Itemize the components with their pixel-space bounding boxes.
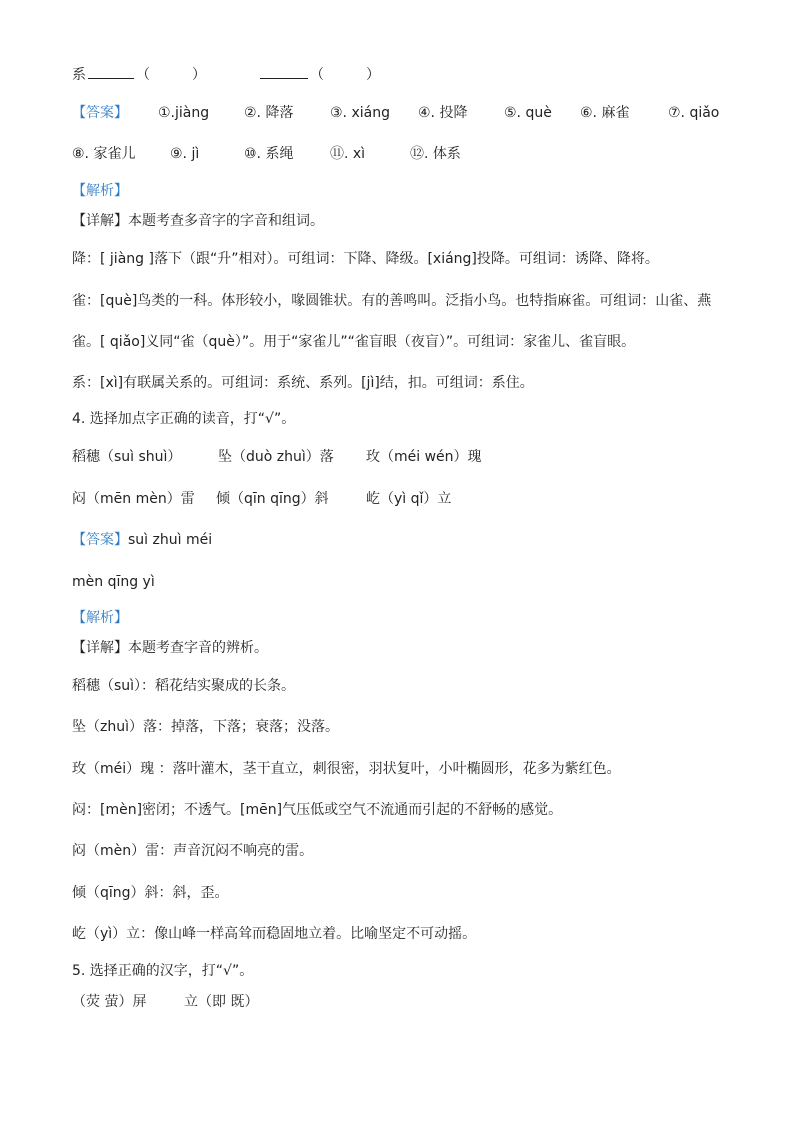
question-title: 4. 选择加点字正确的读音，打“√”。	[72, 411, 296, 427]
analysis-line: 倾（qīng）斜：斜，歪。	[72, 885, 229, 901]
analysis-line: 降：[ jiàng ]落下（跟“升”相对）。可组词：下降、降级。[xiáng]投降。可组词：诱降、降将。	[72, 251, 659, 267]
analysis-line: 闷（mèn）雷：声音沉闷不响亮的雷。	[72, 843, 314, 859]
analysis-line: 雀。[ qiǎo]义同“雀（què）”。用于“家雀儿”“雀盲眼（夜盲）”。可组词：家雀儿、雀盲眼。	[72, 334, 636, 350]
answer-item: ⑪. xì	[330, 146, 366, 162]
detail-line: 【详解】本题考查字音的辨析。	[72, 640, 268, 656]
answer-item: ⑩. 系绳	[244, 146, 294, 162]
answer-text: mèn qīng yì	[72, 574, 155, 590]
option-item[interactable]: 闷（mēn mèn）雷	[72, 491, 195, 507]
answer-item: ④. 投降	[418, 105, 468, 121]
analysis-line: 坠（zhuì）落：掉落，下落；衰落；没落。	[72, 719, 339, 735]
option-item[interactable]: 玫（méi wén）瑰	[366, 449, 482, 465]
analysis-tag: 【解析】	[72, 183, 128, 199]
answer-blank[interactable]	[260, 64, 308, 86]
answer-blank[interactable]	[88, 64, 134, 86]
blank-char: 系	[72, 67, 86, 83]
option-item[interactable]: 屹（yì qǐ）立	[366, 491, 452, 507]
answer-item: ⑦. qiǎo	[668, 105, 720, 121]
option-item[interactable]: 坠（duò zhuì）落	[218, 449, 334, 465]
analysis-line: 雀：[què]鸟类的一科。体形较小，喙圆锥状。有的善鸣叫。泛指小鸟。也特指麻雀。可组词：山雀、燕	[72, 293, 712, 309]
pinyin-paren: （ ）	[136, 67, 206, 83]
answer-tag: 【答案】	[72, 532, 128, 548]
option-item[interactable]: 稻穗（suì shuì）	[72, 449, 182, 465]
question-title: 5. 选择正确的汉字，打“√”。	[72, 963, 254, 979]
answer-tag: 【答案】	[72, 105, 128, 121]
analysis-line: 屹（yì）立：像山峰一样高耸而稳固地立着。比喻坚定不可动摇。	[72, 926, 477, 942]
answer-item: ⑨. jì	[170, 146, 200, 162]
option-item[interactable]: 倾（qīn qīng）斜	[216, 491, 329, 507]
detail-line: 【详解】本题考查多音字的字音和组词。	[72, 213, 324, 229]
analysis-tag: 【解析】	[72, 610, 128, 626]
analysis-line: 闷：[mèn]密闭；不透气。[mēn]气压低或空气不流通而引起的不舒畅的感觉。	[72, 802, 563, 818]
analysis-line: 稻穗（suì）：稻花结实聚成的长条。	[72, 678, 296, 694]
answer-text: suì zhuì méi	[128, 532, 213, 548]
answer-item: ②. 降落	[244, 105, 294, 121]
answer-item: ⑫. 体系	[410, 146, 461, 162]
answer-item: ③. xiáng	[330, 105, 390, 121]
pinyin-paren: （ ）	[310, 67, 380, 83]
option-item[interactable]: 立（即 既）	[184, 994, 259, 1010]
answer-item: ⑤. què	[504, 105, 552, 121]
answer-item: ⑧. 家雀儿	[72, 146, 136, 162]
option-item[interactable]: （荧 萤）屏	[72, 994, 147, 1010]
analysis-line: 系：[xì]有联属关系的。可组词：系统、系列。[jì]结，扣。可组词：系住。	[72, 375, 534, 391]
analysis-line: 玫（méi）瑰 ：落叶灌木，茎干直立，刺很密，羽状复叶，小叶椭圆形，花多为紫红色。	[72, 761, 621, 777]
answer-item: ①.jiàng	[158, 105, 210, 121]
answer-item: ⑥. 麻雀	[580, 105, 630, 121]
